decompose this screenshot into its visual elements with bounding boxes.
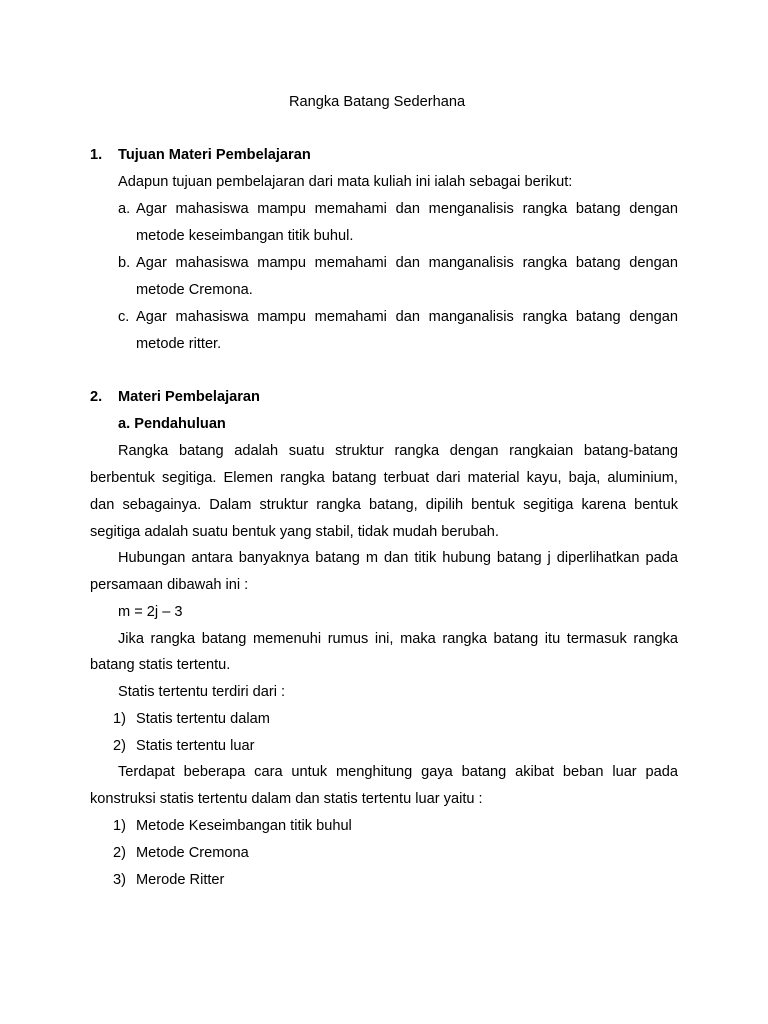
formula: m = 2j – 3: [118, 604, 183, 620]
paragraph-line: Jika rangka batang memenuhi rumus ini, maka rangka batang itu termasuk rangka: [118, 631, 678, 647]
paragraph-line: Terdapat beberapa cara untuk menghitung gaya batang akibat beban luar pada: [118, 764, 678, 780]
section-1-number: 1.: [90, 147, 103, 163]
list-item-marker: c.: [118, 309, 130, 325]
list-item-marker: a.: [118, 201, 131, 217]
list-item-line: Agar mahasiswa mampu memahami dan menganalisis rangka batang dengan: [136, 201, 678, 217]
list-item-line: metode Cremona.: [136, 282, 253, 298]
list-item-text: Statis tertentu dalam: [136, 711, 270, 727]
list-item-marker: 1): [113, 711, 126, 727]
paragraph-line: segitiga adalah suatu bentuk yang stabil, tidak mudah berubah.: [90, 524, 499, 540]
paragraph-line: Rangka batang adalah suatu struktur rangka dengan rangkaian batang-batang: [118, 443, 678, 459]
list-item-marker: 3): [113, 872, 126, 888]
paragraph-line: konstruksi statis tertentu dalam dan statis tertentu luar yaitu :: [90, 791, 483, 807]
list-item-marker: 2): [113, 845, 126, 861]
list-item-line: metode keseimbangan titik buhul.: [136, 228, 354, 244]
list-item-marker: b.: [118, 255, 131, 271]
section-1-heading: Tujuan Materi Pembelajaran: [118, 147, 311, 163]
paragraph-line: batang statis tertentu.: [90, 657, 231, 673]
section-1-intro: Adapun tujuan pembelajaran dari mata kuliah ini ialah sebagai berikut:: [118, 174, 573, 190]
list-item-text: Metode Cremona: [136, 845, 249, 861]
paragraph-line: Hubungan antara banyaknya batang m dan titik hubung batang j diperlihatkan pada: [118, 550, 678, 566]
list-item-line: metode ritter.: [136, 336, 222, 352]
section-2-number: 2.: [90, 389, 103, 405]
paragraph-line: berbentuk segitiga. Elemen rangka batang terbuat dari material kayu, baja, aluminium,: [90, 470, 678, 486]
list-item-text: Statis tertentu luar: [136, 738, 255, 754]
list-item-text: Metode Keseimbangan titik buhul: [136, 818, 352, 834]
paragraph-line: dan sebagainya. Dalam struktur rangka batang, dipilih bentuk segitiga karena bentuk: [90, 497, 678, 513]
list-item-marker: 1): [113, 818, 126, 834]
list-item-marker: 2): [113, 738, 126, 754]
list-item-line: Agar mahasiswa mampu memahami dan manganalisis rangka batang dengan: [136, 309, 678, 325]
paragraph-line: persamaan dibawah ini :: [90, 577, 249, 593]
document-title: Rangka Batang Sederhana: [289, 94, 466, 110]
section-2-subheading: a. Pendahuluan: [118, 416, 226, 432]
section-2-heading: Materi Pembelajaran: [118, 389, 260, 405]
list-item-line: Agar mahasiswa mampu memahami dan manganalisis rangka batang dengan: [136, 255, 678, 271]
list-item-text: Merode Ritter: [136, 872, 225, 888]
paragraph-line: Statis tertentu terdiri dari :: [118, 684, 286, 700]
